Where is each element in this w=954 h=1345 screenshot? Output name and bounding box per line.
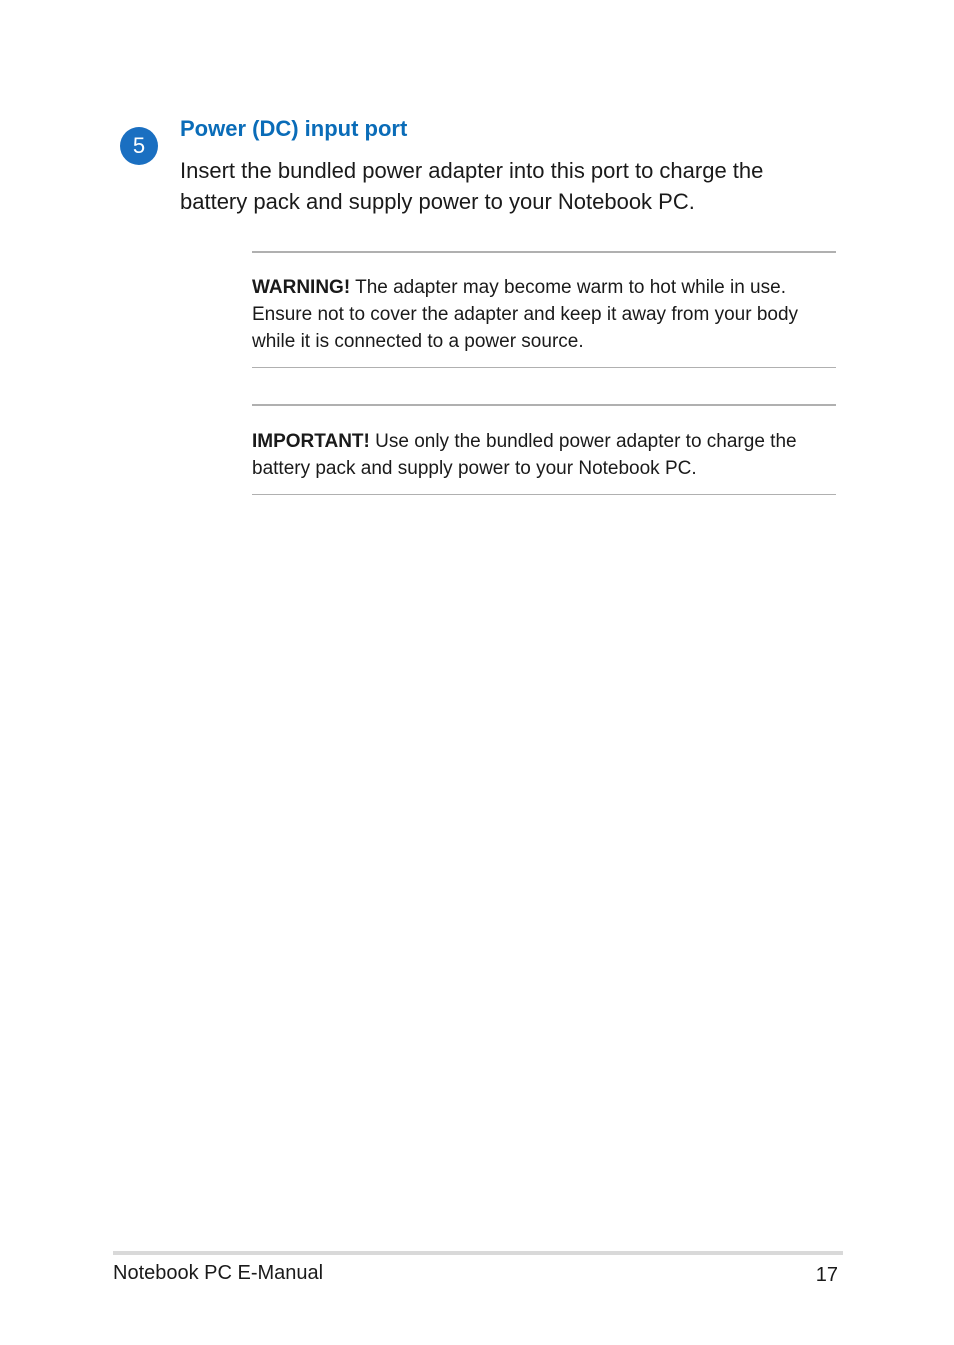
item-description: Insert the bundled power adapter into this port to charge the battery pack and supply power to your Notebook PC.	[180, 158, 764, 214]
warning-notice	[252, 251, 836, 368]
footer-divider	[113, 1251, 843, 1255]
warning-text: The adapter may become warm to hot while in use. Ensure not to cover the adapter and keep it away from your body while it is connected to a power source.	[252, 277, 799, 352]
footer-manual-title: Notebook PC E-Manual	[113, 1262, 324, 1284]
item-number-badge: 5	[120, 127, 158, 165]
important-label: IMPORTANT!	[252, 431, 370, 452]
warning-label: WARNING!	[252, 277, 351, 298]
important-text: Use only the bundled power adapter to charge the battery pack and supply power to your Notebook PC.	[252, 431, 797, 479]
important-text-block	[252, 428, 836, 482]
warning-text-block	[252, 274, 836, 355]
footer-page-number: 17	[815, 1264, 838, 1286]
item-title: Power (DC) input port	[180, 116, 408, 141]
important-notice	[252, 404, 836, 495]
